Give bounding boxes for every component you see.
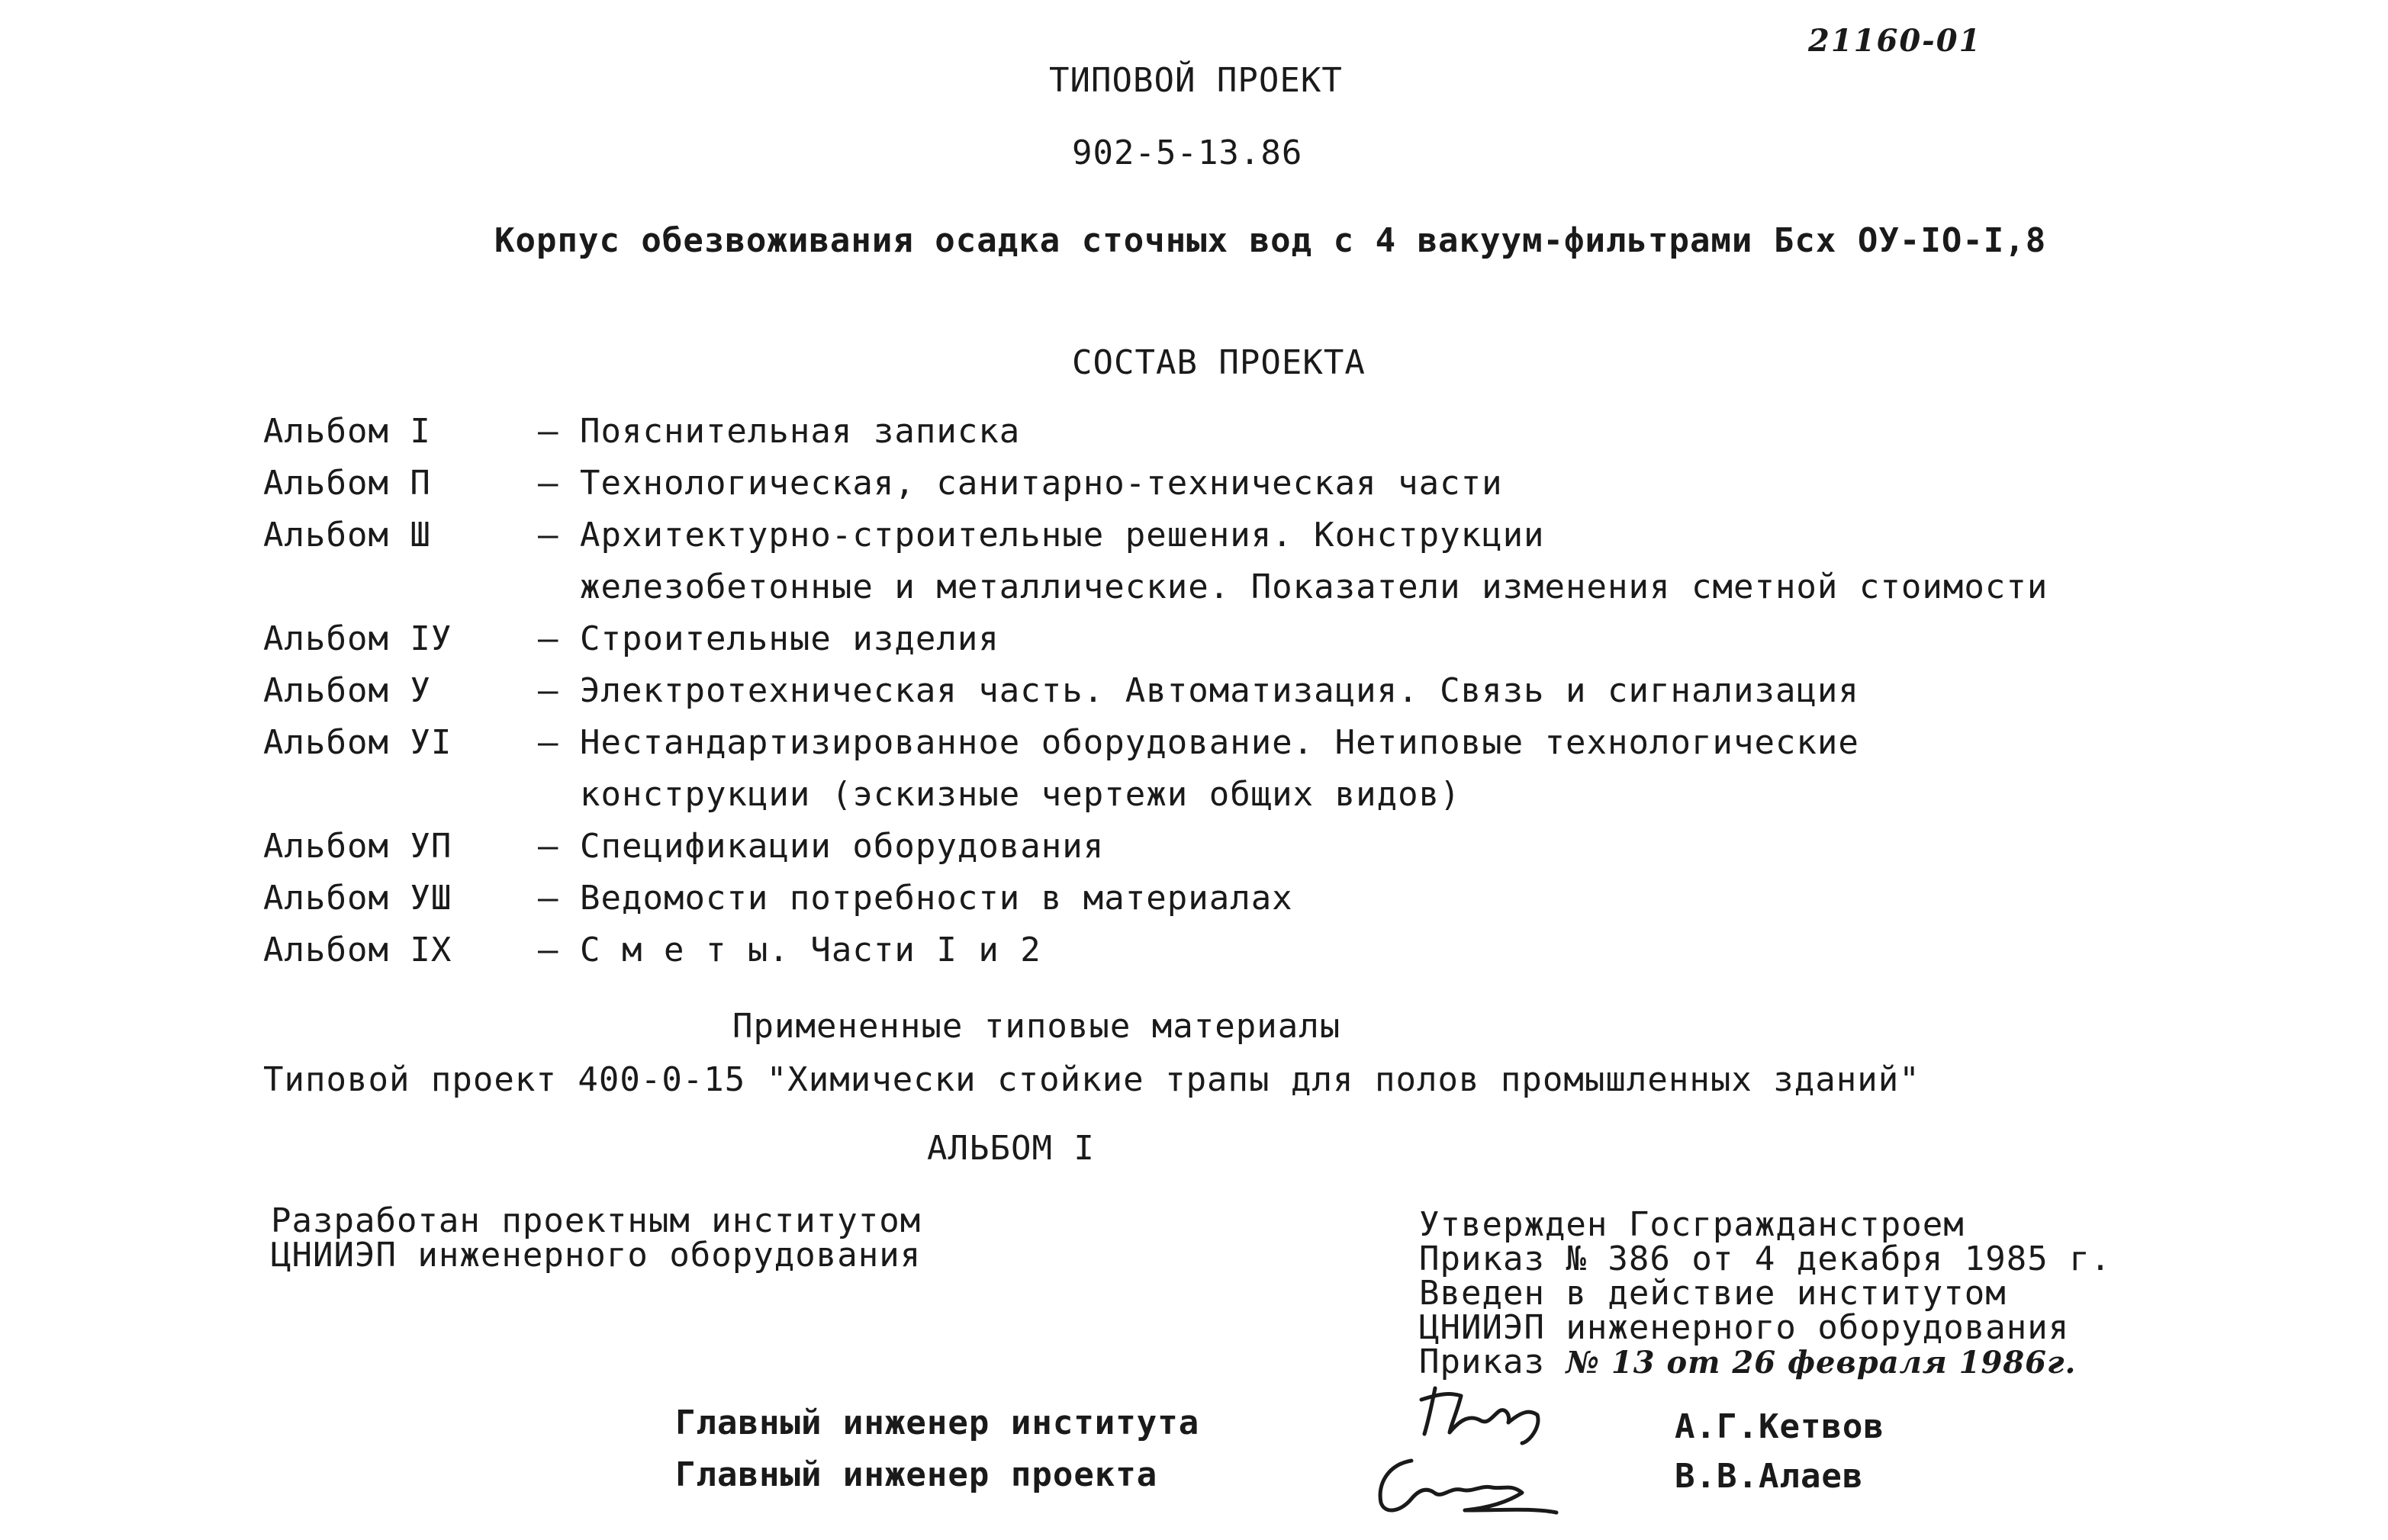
album-label: Альбом УП <box>263 827 452 866</box>
applied-materials-heading: Примененные типовые материалы <box>732 1007 1341 1046</box>
album-description: Ведомости потребности в материалах <box>580 879 1293 918</box>
developer-line: Разработан проектным институтом <box>271 1201 922 1240</box>
developer-line: ЦНИИЭП инженерного оборудования <box>271 1236 922 1275</box>
album-description: Архитектурно-строительные решения. Конструкции <box>580 516 1545 555</box>
approval-line: Утвержден Госгражданстроем <box>1419 1205 1965 1244</box>
album-dash: – <box>538 619 559 658</box>
album-description: Спецификации оборудования <box>580 827 1105 866</box>
composition-heading: СОСТАВ ПРОЕКТА <box>1072 343 1366 382</box>
album-label: Альбом I <box>263 412 431 451</box>
signature-mark-project-engineer <box>1366 1445 1564 1522</box>
applied-materials-text: Типовой проект 400-0-15 "Химически стойкие трапы для полов промышленных зданий" <box>263 1060 1920 1099</box>
album-label: Альбом IУ <box>263 619 452 658</box>
album-label: Альбом УI <box>263 723 452 762</box>
album-dash: – <box>538 723 559 762</box>
approval-order-handwritten: № 13 от 26 февраля 1986г. <box>1566 1345 2077 1381</box>
approval-line: Введен в действие институтом <box>1419 1274 2007 1313</box>
album-description: С м е т ы. Части I и 2 <box>580 931 1041 969</box>
signature-role: Главный инженер института <box>675 1403 1200 1442</box>
approval-line: Приказ № 386 от 4 декабря 1985 г. <box>1419 1239 2112 1278</box>
album-dash: – <box>538 931 559 969</box>
album-dash: – <box>538 827 559 866</box>
approval-order-prefix: Приказ <box>1419 1342 1545 1381</box>
album-dash: – <box>538 412 559 451</box>
project-subtitle: Корпус обезвоживания осадка сточных вод с 4 вакуум-фильтрами Бсх ОУ-IO-I,8 <box>494 221 2047 260</box>
album-description: Пояснительная записка <box>580 412 1021 451</box>
album-label: Альбом IX <box>263 931 452 969</box>
album-label: Альбом П <box>263 464 431 503</box>
album-description: Технологическая, санитарно-техническая части <box>580 464 1503 503</box>
document-code: 21160-01 <box>1808 23 1982 59</box>
signature-name: А.Г.Кетвов <box>1675 1407 1884 1446</box>
album-label: Альбом УШ <box>263 879 452 918</box>
album-description: Нестандартизированное оборудование. Нетиповые технологические <box>580 723 1859 762</box>
album-dash: – <box>538 879 559 918</box>
album-dash: – <box>538 464 559 503</box>
signature-name: В.В.Алаев <box>1675 1457 1864 1496</box>
project-number: 902-5-13.86 <box>1072 133 1303 172</box>
album-dash: – <box>538 671 559 710</box>
signature-mark-chief-engineer <box>1415 1381 1568 1449</box>
approval-order-line <box>1419 1342 2076 1381</box>
project-type-title: ТИПОВОЙ ПРОЕКТ <box>1049 61 1343 100</box>
album-heading: АЛЬБОМ I <box>927 1129 1095 1168</box>
album-description-continued: железобетонные и металлические. Показатели изменения сметной стоимости <box>580 567 2048 606</box>
album-label: Альбом Ш <box>263 516 431 555</box>
album-dash: – <box>538 516 559 555</box>
album-description: Строительные изделия <box>580 619 999 658</box>
album-description: Электротехническая часть. Автоматизация. Связь и сигнализация <box>580 671 1859 710</box>
approval-line: ЦНИИЭП инженерного оборудования <box>1419 1308 2070 1347</box>
signature-role: Главный инженер проекта <box>675 1455 1158 1494</box>
album-label: Альбом У <box>263 671 431 710</box>
album-description-continued: конструкции (эскизные чертежи общих видов) <box>580 775 1461 814</box>
